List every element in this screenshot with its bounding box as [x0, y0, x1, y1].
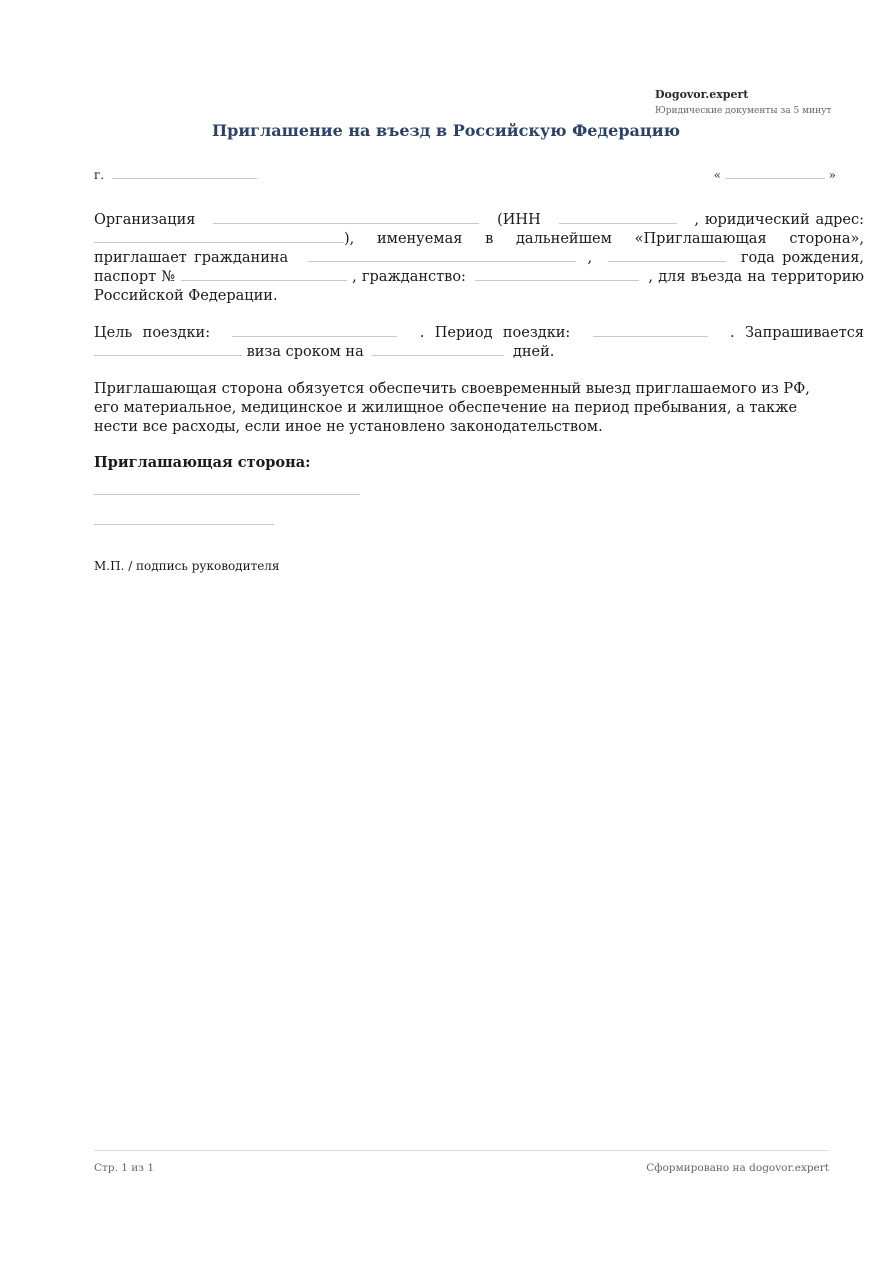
citizen-name-blank[interactable] [308, 250, 576, 262]
birth-year-blank[interactable] [608, 250, 726, 262]
trip-period-blank[interactable] [593, 325, 708, 337]
page-counter: Стр. 1 из 1 [94, 1162, 155, 1174]
citizenship-blank[interactable] [475, 269, 639, 281]
paragraph-obligations: Приглашающая сторона обязуется обеспечить своевременный выезд приглашаемого из РФ, его материальное, медицинское и жилищное обеспечение на период пребывания, а также нести все расходы, если иное не установлено законодательством. [94, 381, 810, 435]
city-field [94, 167, 257, 182]
p2-text-5: дней. [512, 344, 555, 360]
p2-text-4: виза сроком на [246, 344, 364, 360]
generated-by: Сформировано на dogovor.expert [646, 1162, 829, 1174]
passport-number-blank[interactable] [181, 269, 347, 281]
p1-text-4: ), именуемая в дальнейшем «Приглашающая сторона», приглашает гражданина [94, 231, 864, 266]
p2-text-2: . Период поездки: [419, 325, 571, 341]
signature-line-name[interactable] [94, 524, 274, 525]
p1-text-5: , [587, 250, 593, 266]
date-open-quote: « [713, 168, 721, 182]
signature-line-organization[interactable] [94, 494, 360, 495]
address-blank[interactable] [94, 231, 344, 243]
p2-text-3: . Запрашивается [730, 325, 865, 341]
footer-divider [94, 1150, 829, 1151]
trip-purpose-blank[interactable] [232, 325, 397, 337]
city-date-row [94, 167, 836, 185]
signature-heading: Приглашающая сторона: [94, 454, 311, 471]
city-blank[interactable] [112, 167, 257, 179]
date-blank[interactable] [725, 167, 825, 179]
brand-name: Dogovor.expert [655, 88, 749, 101]
date-field [714, 167, 836, 182]
date-close-quote: » [828, 168, 836, 182]
seal-caption: М.П. / подпись руководителя [94, 559, 280, 573]
paragraph-parties [94, 211, 864, 306]
city-prefix: г. [94, 168, 105, 182]
p1-text-3: , юридический адрес: [694, 212, 864, 228]
p1-text-8: , для въезда на территорию Российской Федерации. [94, 269, 865, 304]
brand-block [655, 88, 855, 118]
visa-type-blank[interactable] [94, 344, 242, 356]
p1-text-2: (ИНН [497, 212, 541, 228]
p1-text-7: , гражданство: [352, 269, 466, 285]
document-title: Приглашение на въезд в Российскую Федерацию [212, 121, 680, 140]
brand-tagline: Юридические документы за 5 минут [655, 106, 832, 116]
p1-text-1: Организация [94, 212, 196, 228]
paragraph-trip [94, 324, 864, 362]
p2-text-1: Цель поездки: [94, 325, 211, 341]
inn-blank[interactable] [559, 212, 677, 224]
visa-duration-blank[interactable] [372, 344, 504, 356]
p1-text-6: года рождения, паспорт № [94, 250, 865, 285]
organization-blank[interactable] [213, 212, 479, 224]
